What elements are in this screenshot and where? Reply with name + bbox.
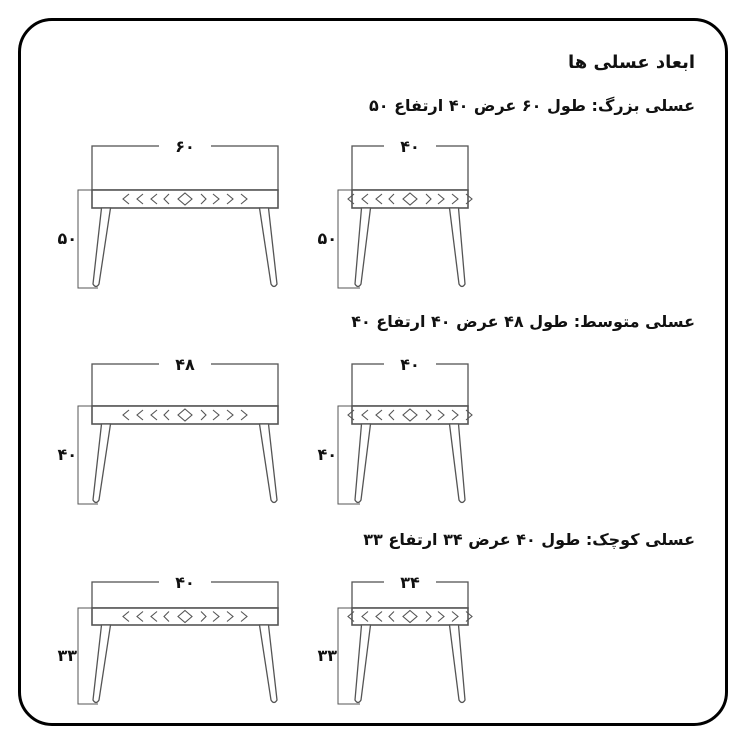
side-2-height-label: ۴۰ [317, 445, 337, 464]
side-3-length-label: ۳۴ [400, 573, 420, 592]
side-2-length-label: ۴۰ [400, 355, 420, 374]
front-2-leg-right [260, 424, 278, 503]
front-view-1 [57, 137, 278, 288]
side-view-2 [317, 355, 472, 504]
side-3-leg-right [450, 625, 466, 703]
front-view-3 [57, 573, 278, 704]
side-1-leg-left [355, 208, 371, 287]
front-2-length-label: ۴۸ [175, 355, 195, 374]
side-view-3 [317, 573, 472, 704]
side-1-height-label: ۵۰ [317, 229, 337, 248]
side-2-leg-right [450, 424, 466, 503]
front-3-height-label: ۳۳ [57, 646, 77, 665]
front-3-leg-right [260, 625, 278, 703]
side-view-1 [317, 137, 472, 288]
side-3-leg-left [355, 625, 371, 703]
section-title-large: عسلی بزرگ: طول ۶۰ عرض ۴۰ ارتفاع ۵۰ [368, 96, 695, 115]
side-2-leg-left [355, 424, 371, 503]
front-2-height-label: ۴۰ [57, 445, 77, 464]
front-1-leg-left [93, 208, 111, 287]
front-view-2 [57, 355, 278, 504]
section-title-small: عسلی کوچک: طول ۴۰ عرض ۳۴ ارتفاع ۳۳ [363, 530, 695, 549]
side-1-leg-right [450, 208, 466, 287]
side-1-length-label: ۴۰ [400, 137, 420, 156]
front-1-height-label: ۵۰ [57, 229, 77, 248]
section-title-medium: عسلی متوسط: طول ۴۸ عرض ۴۰ ارتفاع ۴۰ [351, 312, 695, 331]
front-1-length-label: ۶۰ [175, 137, 195, 156]
side-3-height-label: ۳۳ [317, 646, 337, 665]
front-1-leg-right [260, 208, 278, 287]
front-3-leg-left [93, 625, 111, 703]
front-3-length-label: ۴۰ [175, 573, 195, 592]
page-title: ابعاد عسلی ها [567, 52, 695, 73]
front-2-leg-left [93, 424, 111, 503]
